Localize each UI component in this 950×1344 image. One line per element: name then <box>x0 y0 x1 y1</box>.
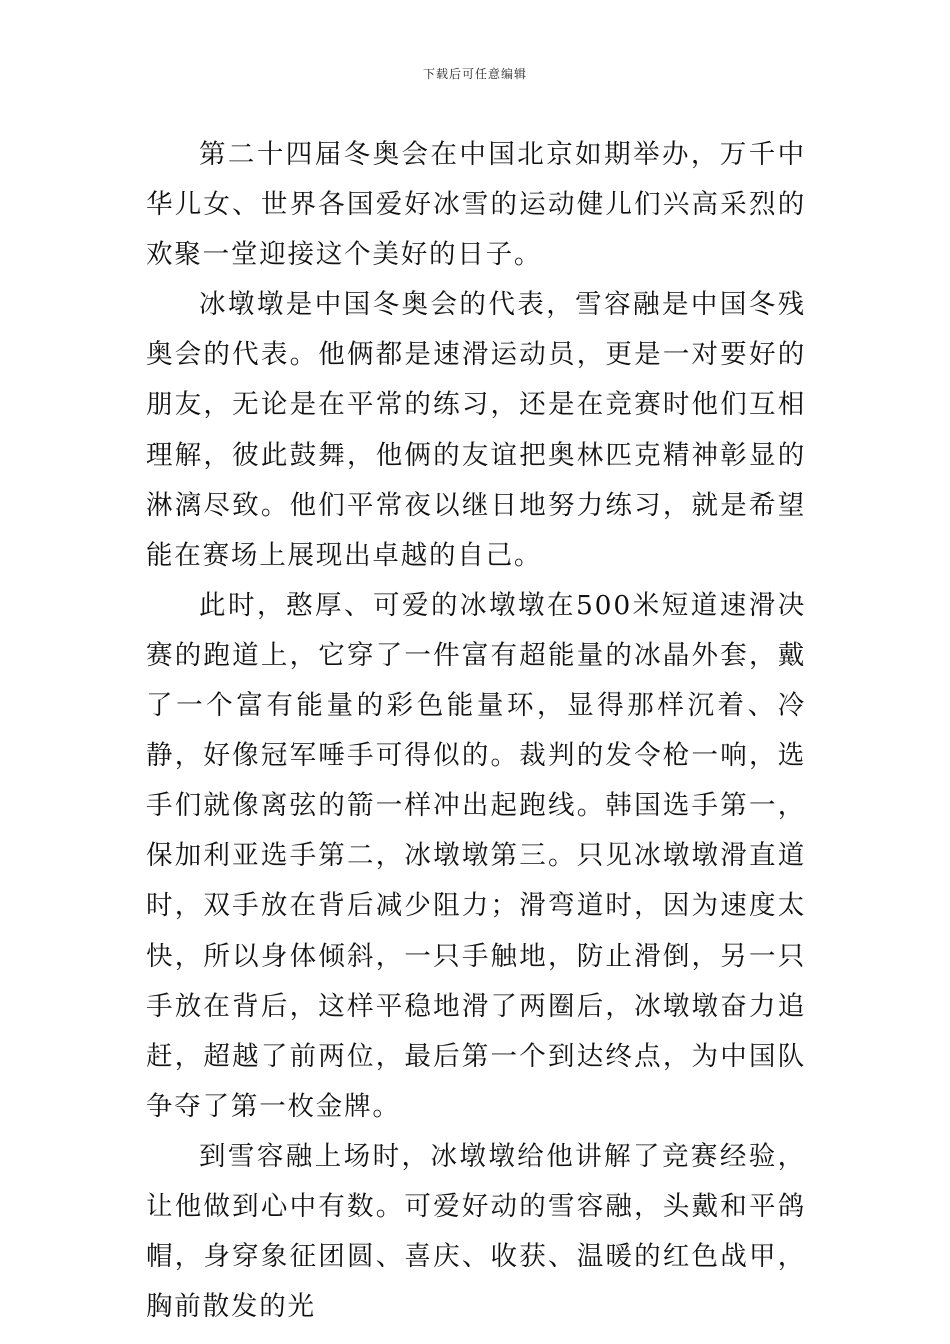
paragraph-4: 到雪容融上场时，冰墩墩给他讲解了竞赛经验，让他做到心中有数。可爱好动的雪容融，头戴和平鸽帽，身穿象征团圆、喜庆、收获、温暖的红色战甲，胸前散发的光 <box>146 1140 806 1323</box>
document-body <box>146 130 806 1332</box>
paragraph-2: 冰墩墩是中国冬奥会的代表，雪容融是中国冬残奥会的代表。他俩都是速滑运动员，更是一对要好的朋友，无论是在平常的练习，还是在竞赛时他们互相理解，彼此鼓舞，他俩的友谊把奥林匹克精神彰显的淋漓尽致。他们平常夜以继日地努力练习，就是希望能在赛场上展现出卓越的自己。 <box>146 289 806 571</box>
page-header-note: 下载后可任意编辑 <box>422 67 527 81</box>
paragraph-3: 此时，憨厚、可爱的冰墩墩在500米短道速滑决赛的跑道上，它穿了一件富有超能量的冰晶外套，戴了一个富有能量的彩色能量环，显得那样沉着、冷静，好像冠军唾手可得似的。裁判的发令枪一响，选手们就像离弦的箭一样冲出起跑线。韩国选手第一，保加利亚选手第二，冰墩墩第三。只见冰墩墩滑直道时，双手放在背后减少阻力；滑弯道时，因为速度太快，所以身体倾斜，一只手触地，防止滑倒，另一只手放在背后，这样平稳地滑了两圈后，冰墩墩奋力追赶，超越了前两位，最后第一个到达终点，为中国队争夺了第一枚金牌。 <box>146 589 806 1122</box>
paragraph-1: 第二十四届冬奥会在中国北京如期举办，万千中华儿女、世界各国爱好冰雪的运动健儿们兴高采烈的欢聚一堂迎接这个美好的日子。 <box>146 139 806 271</box>
